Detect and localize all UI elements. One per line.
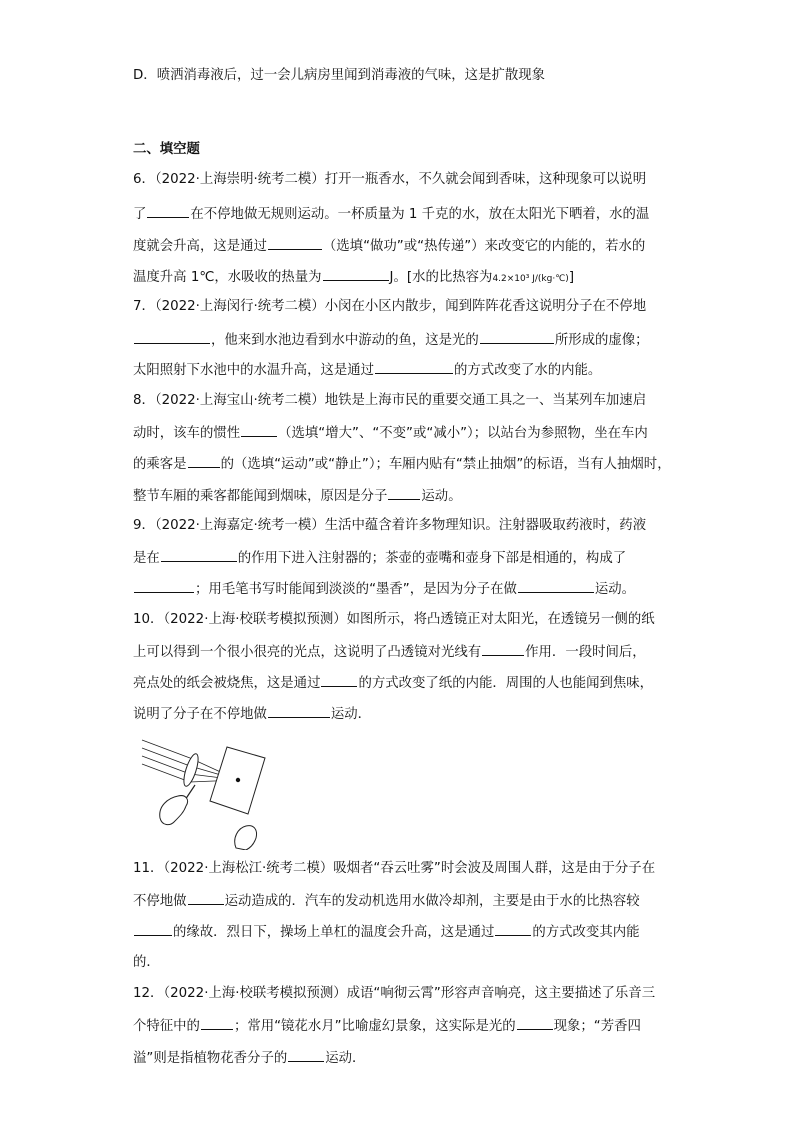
question-10-line-3: 亮点处的纸会被烧焦，这是通过 的方式改变了纸的内能．周围的人也能闻到焦味， bbox=[133, 672, 653, 694]
answer-blank[interactable] bbox=[134, 329, 210, 344]
question-12-line-1: 12．（2022·上海·校联考模拟预测）成语“响彻云霄”形容声音响亮，这主要描述了乐音三 bbox=[133, 986, 656, 1001]
answer-blank[interactable] bbox=[188, 453, 220, 468]
question-8-line-1: 8．（2022·上海宝山·统考二模）地铁是上海市民的重要交通工具之一、当某列车加速启 bbox=[133, 393, 647, 408]
answer-blank[interactable] bbox=[517, 1015, 553, 1030]
answer-blank[interactable] bbox=[268, 235, 322, 250]
question-8-line-4: 整节车厢的乘客都能闻到烟味，原因是分子 运动。 bbox=[133, 485, 462, 507]
question-12-line-2: 个特征中的 ；常用“镜花水月”比喻虚幻景象，这实际是光的 现象；“芳香四 bbox=[133, 1015, 641, 1037]
question-11-line-3: 的缘故．烈日下，操场上单杠的温度会升高，这是通过 的方式改变其内能 bbox=[133, 921, 640, 943]
question-11-line-2: 不停地做 运动造成的．汽车的发动机选用水做冷却剂，主要是由于水的比热容较 bbox=[133, 890, 640, 912]
question-7-line-3: 太阳照射下水池中的水温升高，这是通过 的方式改变了水的内能。 bbox=[133, 359, 601, 381]
answer-blank[interactable] bbox=[188, 890, 224, 905]
answer-blank[interactable] bbox=[288, 1047, 324, 1062]
lens-paper-figure bbox=[140, 730, 270, 850]
answer-blank[interactable] bbox=[495, 921, 531, 936]
question-6-line-1: 6．（2022·上海崇明·统考二模）打开一瓶香水，不久就会闻到香味，这种现象可以说明 bbox=[133, 172, 647, 187]
question-8-line-3: 的乘客是 的（选填“运动”或“静止”）；车厢内贴有“禁止抽烟”的标语，当有人抽烟时， bbox=[133, 453, 671, 475]
answer-blank[interactable] bbox=[147, 203, 189, 218]
question-9-line-1: 9．（2022·上海嘉定·统考一模）生活中蕴含着许多物理知识。注射器吸取药液时，药液 bbox=[133, 518, 647, 533]
question-7-line-2: ，他来到水池边看到水中游动的鱼，这是光的 所形成的虚像； bbox=[133, 329, 649, 351]
question-11-line-4: 的． bbox=[133, 955, 160, 970]
answer-blank[interactable] bbox=[241, 422, 277, 437]
question-10-line-4: 说明了分子在不停地做 运动． bbox=[133, 703, 371, 725]
answer-blank[interactable] bbox=[134, 578, 194, 593]
answer-blank[interactable] bbox=[161, 547, 237, 562]
question-10-line-2: 上可以得到一个很小很亮的光点，这说明了凸透镜对光线有 作用．一段时间后， bbox=[133, 641, 646, 663]
question-8-line-2: 动时，该车的惯性 （选填“增大”、“不变”或“减小”）；以站台为参照物，坐在车内 bbox=[133, 422, 648, 444]
question-9-line-2: 是在 的作用下进入注射器的；茶壶的壶嘴和壶身下部是相通的，构成了 bbox=[133, 547, 626, 569]
answer-blank[interactable] bbox=[480, 329, 554, 344]
question-9-line-3: ；用毛笔书写时能闻到淡淡的“墨香”，是因为分子在做 运动。 bbox=[133, 578, 635, 600]
left-hand bbox=[160, 796, 188, 825]
answer-blank[interactable] bbox=[323, 266, 389, 281]
answer-blank[interactable] bbox=[201, 1015, 233, 1030]
option-d-text: D．喷洒消毒液后，过一会儿病房里闻到消毒液的气味，这是扩散现象 bbox=[133, 68, 546, 83]
answer-blank[interactable] bbox=[482, 641, 524, 656]
answer-blank[interactable] bbox=[518, 578, 594, 593]
answer-blank[interactable] bbox=[321, 672, 357, 687]
question-11-line-1: 11．（2022·上海松江·统考二模）吸烟者“吞云吐雾”时会波及周围人群，这是由于分子在 bbox=[133, 861, 656, 876]
answer-blank[interactable] bbox=[134, 921, 172, 936]
right-hand bbox=[235, 826, 257, 850]
question-6-line-3: 度就会升高，这是通过 （选填“做功”或“热传递”）来改变它的内能的，若水的 bbox=[133, 235, 645, 257]
question-10-line-1: 10．（2022·上海·校联考模拟预测）如图所示，将凸透镜正对太阳光，在透镜另一侧的纸 bbox=[133, 612, 655, 627]
convex-lens bbox=[181, 752, 201, 787]
answer-blank[interactable] bbox=[375, 359, 453, 374]
question-7-line-1: 7．（2022·上海闵行·统考二模）小闵在小区内散步，闻到阵阵花香这说明分子在不停地 bbox=[133, 299, 647, 314]
light-spot bbox=[236, 778, 240, 782]
section-title: 二、填空题 bbox=[133, 142, 200, 157]
answer-blank[interactable] bbox=[388, 485, 420, 500]
question-6-line-2: 了 在不停地做无规则运动。一杯质量为 1 千克的水，放在太阳光下晒着，水的温 bbox=[133, 203, 649, 225]
question-12-line-3: 溢”则是指植物花香分子的 运动． bbox=[133, 1047, 365, 1069]
answer-blank[interactable] bbox=[268, 703, 330, 718]
question-6-line-4: 温度升高 1℃，水吸收的热量为 J。[水的比热容为4.2×10³ J/(kg·℃)] bbox=[133, 266, 574, 289]
